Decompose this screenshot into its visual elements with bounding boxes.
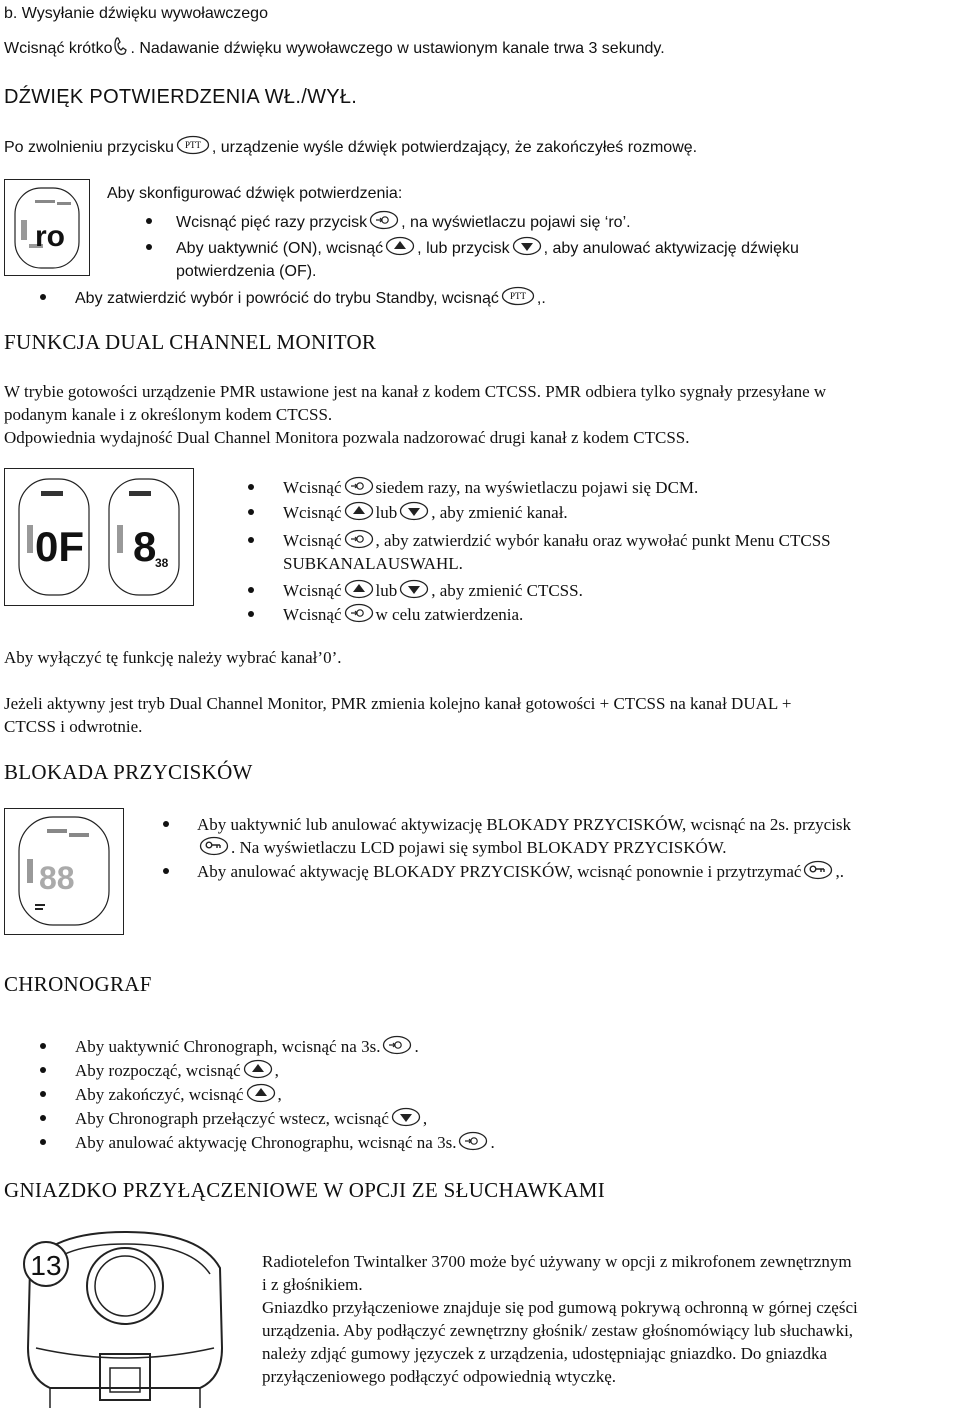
jack-line-3: Gniazdko przyłączeniowe znajduje się pod gumową pokrywą ochronną w górnej części [262, 1298, 858, 1317]
lcd-lock-digits: 88 [39, 860, 75, 896]
down-arrow-button-icon [399, 579, 429, 599]
up-arrow-button-icon [246, 1083, 276, 1103]
lock-bullet-2: Aby anulować aktywację BLOKADY PRZYCISKÓW, wcisnąć ponownie i przytrzymać ,. [197, 862, 844, 881]
call-sound-text: Wcisnąć krótko . Nadawanie dźwięku wywoławczego w ustawionym kanale trwa 3 sekundy. [4, 36, 665, 60]
key-lock-button-icon [803, 860, 833, 880]
dual-heading: FUNKCJA DUAL CHANNEL MONITOR [4, 330, 377, 354]
dual-bullet-5: Wcisnąć w celu zatwierdzenia. [283, 605, 524, 624]
jack-line-6: przyłączeniowego podłączyć odpowiednią wtyczkę. [262, 1367, 617, 1386]
lcd-confirm-digits: ro [35, 220, 65, 253]
down-arrow-button-icon [391, 1107, 421, 1127]
confirm-paragraph: Po zwolnieniu przycisku PTT , urządzenie wyśle dźwięk potwierdzający, że zakończyłeś rozmowę. [4, 135, 697, 159]
dual-p1-line2: podanym kanale i z określonym kodem CTCSS. [4, 405, 333, 424]
bullet [40, 1043, 46, 1049]
lcd-dual-small-digits: 38 [155, 556, 169, 570]
chrono-bullet-1: Aby uaktywnić Chronograph, wcisnąć na 3s. . [75, 1037, 419, 1056]
section-b-heading: b. Wysyłanie dźwięku wywoławczego [4, 5, 268, 22]
bullet [40, 1067, 46, 1073]
confirm-bullet-1: Wcisnąć pięć razy przycisk , na wyświetlaczu pojawi się ‘ro’. [176, 210, 631, 234]
menu-button-icon [382, 1035, 412, 1055]
device-top-illustration [10, 1228, 240, 1412]
dual-p2: Odpowiednia wydajność Dual Channel Monitora pozwala nadzorować drugi kanał z kodem CTCSS. [4, 428, 690, 447]
confirm-bullet-2-cont: potwierdzenia (OF). [176, 263, 317, 280]
menu-button-icon [369, 210, 399, 230]
down-arrow-button-icon [512, 236, 542, 256]
menu-button-icon [344, 476, 374, 496]
dual-bullet-2: Wcisnąć lub , aby zmienić kanał. [283, 503, 568, 522]
chrono-heading: CHRONOGRAF [4, 972, 152, 996]
ptt-icon-label: PTT [184, 140, 201, 150]
lock-bullet-1: Aby uaktywnić lub anulować aktywizację BLOKADY PRZYCISKÓW, wcisnąć na 2s. przycisk [197, 815, 852, 834]
lcd-dual-left-digits: 0F [35, 523, 85, 570]
chrono-bullet-2: Aby rozpocząć, wcisnąć , [75, 1061, 279, 1080]
dual-p3-line2: CTCSS i odwrotnie. [4, 717, 143, 736]
confirm-heading: DŹWIĘK POTWIERDZENIA WŁ./WYŁ. [4, 86, 358, 108]
bullet [40, 1139, 46, 1145]
ptt-button-icon [501, 286, 535, 306]
lock-heading: BLOKADA PRZYCISKÓW [4, 760, 253, 784]
call-button-icon [114, 36, 128, 56]
down-arrow-button-icon [399, 501, 429, 521]
dual-bullet-4: Wcisnąć lub , aby zmienić CTCSS. [283, 581, 583, 600]
chrono-bullet-5: Aby anulować aktywację Chronographu, wcisnąć na 3s. . [75, 1133, 495, 1152]
bullet [248, 509, 254, 515]
dual-bullet-1: Wcisnąć siedem razy, na wyświetlaczu pojawi się DCM. [283, 478, 699, 497]
bullet [40, 294, 46, 300]
chrono-bullet-3: Aby zakończyć, wcisnąć , [75, 1085, 282, 1104]
bullet [163, 821, 169, 827]
dual-bullet-3: Wcisnąć , aby zatwierdzić wybór kanału oraz wywołać punkt Menu CTCSS [283, 531, 831, 550]
menu-button-icon [344, 603, 374, 623]
jack-heading: GNIAZDKO PRZYŁĄCZENIOWE W OPCJI ZE SŁUCHAWKAMI [4, 1178, 606, 1202]
bullet [248, 587, 254, 593]
up-arrow-button-icon [385, 236, 415, 256]
up-arrow-button-icon [344, 501, 374, 521]
confirm-bullet-2: Aby uaktywnić (ON), wcisnąć , lub przycisk , aby anulować aktywizację dźwięku [176, 236, 799, 260]
ptt-button-icon [176, 135, 210, 155]
lcd-lock-display [4, 808, 124, 935]
bullet [40, 1091, 46, 1097]
lcd-confirm-display [4, 179, 90, 276]
ptt-icon-label: PTT [509, 291, 526, 301]
figure-number-badge: 13 [30, 1250, 62, 1281]
confirm-intro: Aby skonfigurować dźwięk potwierdzenia: [107, 185, 403, 202]
dual-off-text: Aby wyłączyć tę funkcję należy wybrać kanał’0’. [4, 648, 342, 667]
dual-p1-line1: W trybie gotowości urządzenie PMR ustawione jest na kanał z kodem CTCSS. PMR odbiera tylko sygnały przesyłane w [4, 382, 827, 401]
menu-button-icon [344, 529, 374, 549]
up-arrow-button-icon [344, 579, 374, 599]
key-lock-button-icon [199, 836, 229, 856]
bullet [146, 244, 152, 250]
menu-button-icon [458, 1131, 488, 1151]
jack-line-1: Radiotelefon Twintalker 3700 może być używany w opcji z mikrofonem zewnętrznym [262, 1252, 852, 1271]
confirm-bullet-3: Aby zatwierdzić wybór i powrócić do trybu Standby, wcisnąć PTT ,. [75, 286, 546, 310]
bullet [248, 611, 254, 617]
up-arrow-button-icon [243, 1059, 273, 1079]
bullet [40, 1115, 46, 1121]
bullet [163, 868, 169, 874]
bullet [248, 537, 254, 543]
jack-line-5: należy zdjąć gumowy języczek z urządzenia, udostępniając gniazdko. Do gniazdka [262, 1344, 827, 1363]
jack-line-4: urządzenia. Aby podłączyć zewnętrzny głośnik/ zestaw głośnomówiący lub słuchawki, [262, 1321, 854, 1340]
lcd-dual-right-digit: 8 [133, 523, 157, 570]
bullet [248, 484, 254, 490]
jack-line-2: i z głośnikiem. [262, 1275, 363, 1294]
chrono-bullet-4: Aby Chronograph przełączyć wstecz, wcisnąć , [75, 1109, 428, 1128]
bullet [146, 218, 152, 224]
dual-p3-line1: Jeżeli aktywny jest tryb Dual Channel Monitor, PMR zmienia kolejno kanał gotowości + CTCSS na kanał DUAL + [4, 694, 792, 713]
lock-bullet-1-cont: . Na wyświetlaczu LCD pojawi się symbol BLOKADY PRZYCISKÓW. [197, 836, 726, 859]
dual-bullet-3-cont: SUBKANALAUSWAHL. [283, 554, 463, 573]
lcd-dual-display [4, 468, 194, 606]
